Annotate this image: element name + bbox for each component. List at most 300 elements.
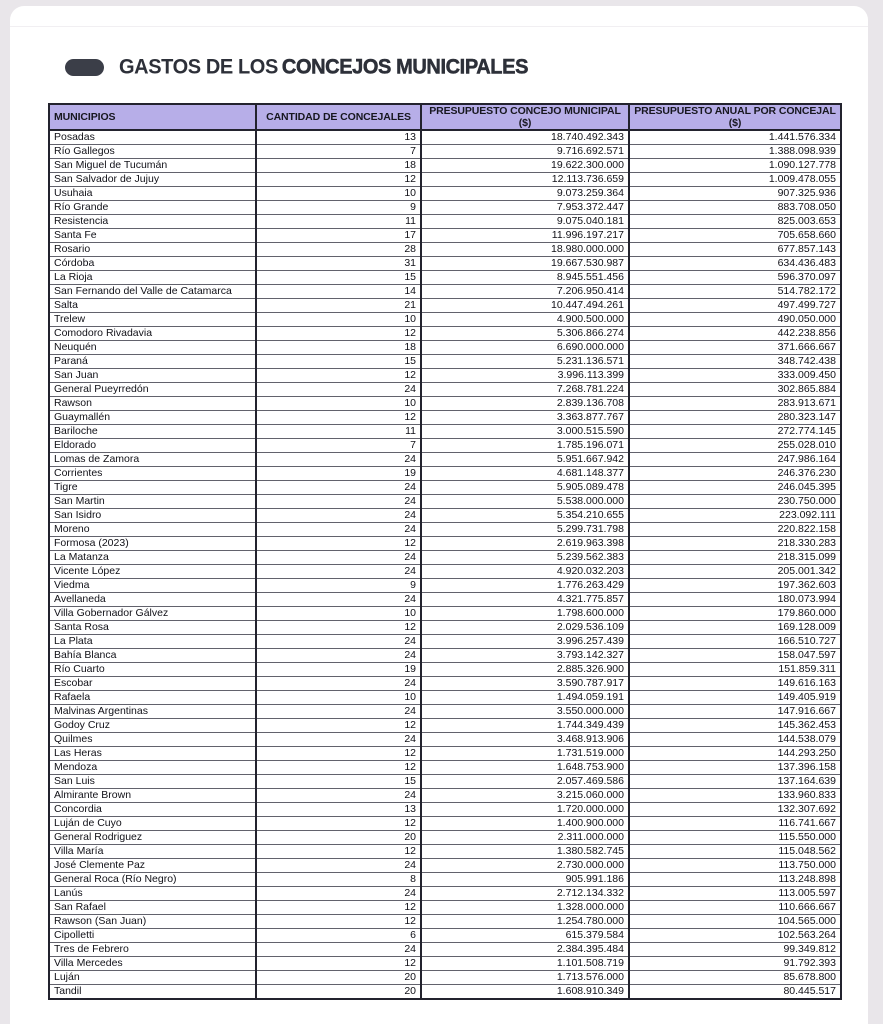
por-concejal-cell: 144.538.079 [629,733,841,747]
presupuesto-cell: 4.321.775.857 [421,593,629,607]
municipio-cell: San Isidro [49,509,256,523]
por-concejal-cell: 133.960.833 [629,789,841,803]
table-row [49,579,841,593]
table-row [49,341,841,355]
concejales-cell: 12 [256,621,421,635]
concejales-cell: 12 [256,369,421,383]
concejales-cell: 24 [256,789,421,803]
por-concejal-cell: 169.128.009 [629,621,841,635]
por-concejal-cell: 1.009.478.055 [629,173,841,187]
presupuesto-cell: 1.254.780.000 [421,915,629,929]
municipio-cell: San Luis [49,775,256,789]
page-title [119,55,528,80]
por-concejal-cell: 166.510.727 [629,635,841,649]
table-row [49,481,841,495]
presupuesto-cell: 1.648.753.900 [421,761,629,775]
concejales-cell: 12 [256,845,421,859]
concejales-cell: 12 [256,537,421,551]
presupuesto-cell: 1.608.910.349 [421,985,629,1000]
por-concejal-cell: 110.666.667 [629,901,841,915]
table-row [49,439,841,453]
por-concejal-cell: 246.376.230 [629,467,841,481]
por-concejal-cell: 113.005.597 [629,887,841,901]
por-concejal-cell: 145.362.453 [629,719,841,733]
table-row [49,971,841,985]
presupuesto-cell: 3.793.142.327 [421,649,629,663]
table-row [49,509,841,523]
presupuesto-cell: 3.215.060.000 [421,789,629,803]
concejales-cell: 14 [256,285,421,299]
por-concejal-cell: 348.742.438 [629,355,841,369]
por-concejal-cell: 158.047.597 [629,649,841,663]
concejales-cell: 18 [256,159,421,173]
presupuesto-cell: 9.716.692.571 [421,145,629,159]
table-row [49,649,841,663]
concejales-cell: 6 [256,929,421,943]
concejales-cell: 24 [256,453,421,467]
presupuesto-cell: 1.785.196.071 [421,439,629,453]
table-row [49,635,841,649]
municipio-cell: San Miguel de Tucumán [49,159,256,173]
por-concejal-cell: 596.370.097 [629,271,841,285]
por-concejal-cell: 1.388.098.939 [629,145,841,159]
presupuesto-cell: 19.667.530.987 [421,257,629,271]
presupuesto-cell: 1.776.263.429 [421,579,629,593]
municipio-cell: Posadas [49,130,256,145]
presupuesto-cell: 10.447.494.261 [421,299,629,313]
content-card [10,6,868,1024]
municipio-cell: Tandil [49,985,256,1000]
title-bullet-pill-icon [65,59,104,76]
presupuesto-cell: 7.953.372.447 [421,201,629,215]
municipio-cell: Malvinas Argentinas [49,705,256,719]
municipio-cell: Lanús [49,887,256,901]
table-row [49,495,841,509]
table-row [49,271,841,285]
column-header-cantidad-concejales: CANTIDAD DE CONCEJALES [256,104,421,130]
por-concejal-cell: 825.003.653 [629,215,841,229]
por-concejal-cell: 115.550.000 [629,831,841,845]
table-row [49,299,841,313]
concejales-cell: 31 [256,257,421,271]
table-row [49,243,841,257]
presupuesto-cell: 1.744.349.439 [421,719,629,733]
table-row [49,383,841,397]
table-row [49,369,841,383]
presupuesto-cell: 5.905.089.478 [421,481,629,495]
presupuesto-cell: 2.885.326.900 [421,663,629,677]
presupuesto-cell: 19.622.300.000 [421,159,629,173]
table-row [49,215,841,229]
municipio-cell: Salta [49,299,256,313]
presupuesto-cell: 8.945.551.456 [421,271,629,285]
municipio-cell: Villa Mercedes [49,957,256,971]
por-concejal-cell: 132.307.692 [629,803,841,817]
concejales-cell: 12 [256,957,421,971]
municipio-cell: Concordia [49,803,256,817]
municipio-cell: Rawson (San Juan) [49,915,256,929]
presupuesto-cell: 7.206.950.414 [421,285,629,299]
por-concejal-cell: 218.315.099 [629,551,841,565]
municipio-cell: Río Gallegos [49,145,256,159]
municipio-cell: Villa Gobernador Gálvez [49,607,256,621]
municipio-cell: La Rioja [49,271,256,285]
por-concejal-cell: 149.616.163 [629,677,841,691]
por-concejal-cell: 223.092.111 [629,509,841,523]
table-row [49,130,841,145]
por-concejal-cell: 283.913.671 [629,397,841,411]
concejales-cell: 12 [256,761,421,775]
municipio-cell: Usuhaia [49,187,256,201]
table-row [49,775,841,789]
concejales-cell: 20 [256,985,421,1000]
por-concejal-cell: 80.445.517 [629,985,841,1000]
table-row [49,285,841,299]
por-concejal-cell: 180.073.994 [629,593,841,607]
municipio-cell: La Matanza [49,551,256,565]
por-concejal-cell: 151.859.311 [629,663,841,677]
table-row [49,663,841,677]
municipio-cell: Neuquén [49,341,256,355]
table-row [49,411,841,425]
concejales-cell: 24 [256,887,421,901]
presupuesto-cell: 3.996.257.439 [421,635,629,649]
presupuesto-cell: 18.740.492.343 [421,130,629,145]
municipio-cell: Corrientes [49,467,256,481]
municipio-cell: Eldorado [49,439,256,453]
concejales-cell: 24 [256,649,421,663]
table-row [49,887,841,901]
municipio-cell: Villa María [49,845,256,859]
concejales-cell: 13 [256,803,421,817]
concejales-cell: 7 [256,145,421,159]
municipio-cell: Bariloche [49,425,256,439]
column-header-presupuesto-concejo: PRESUPUESTO CONCEJO MUNICIPAL ($) [421,104,629,130]
municipio-cell: Rawson [49,397,256,411]
table-row [49,705,841,719]
presupuesto-cell: 12.113.736.659 [421,173,629,187]
municipio-cell: Santa Fe [49,229,256,243]
municipio-cell: General Roca (Río Negro) [49,873,256,887]
municipio-cell: Luján de Cuyo [49,817,256,831]
concejales-cell: 24 [256,593,421,607]
presupuesto-cell: 4.681.148.377 [421,467,629,481]
presupuesto-cell: 1.713.576.000 [421,971,629,985]
concejales-cell: 9 [256,201,421,215]
municipio-cell: General Rodriguez [49,831,256,845]
concejales-cell: 24 [256,943,421,957]
presupuesto-cell: 11.996.197.217 [421,229,629,243]
municipio-cell: Moreno [49,523,256,537]
table-row [49,425,841,439]
por-concejal-cell: 137.396.158 [629,761,841,775]
municipio-cell: General Pueyrredón [49,383,256,397]
table-row [49,621,841,635]
concejales-cell: 28 [256,243,421,257]
municipio-cell: Lomas de Zamora [49,453,256,467]
concejales-cell: 13 [256,130,421,145]
por-concejal-cell: 104.565.000 [629,915,841,929]
presupuesto-cell: 18.980.000.000 [421,243,629,257]
municipio-cell: Guaymallén [49,411,256,425]
presupuesto-cell: 3.000.515.590 [421,425,629,439]
page-title-emphasis: CONCEJOS MUNICIPALES [281,55,529,79]
table-row [49,943,841,957]
por-concejal-cell: 113.248.898 [629,873,841,887]
table-row [49,691,841,705]
presupuesto-cell: 2.029.536.109 [421,621,629,635]
presupuesto-cell: 5.951.667.942 [421,453,629,467]
concejales-cell: 20 [256,831,421,845]
table-header-row [49,104,841,130]
por-concejal-cell: 514.782.172 [629,285,841,299]
presupuesto-cell: 615.379.584 [421,929,629,943]
table-row [49,523,841,537]
concejales-cell: 12 [256,327,421,341]
table-row [49,145,841,159]
presupuesto-cell: 2.311.000.000 [421,831,629,845]
table-row [49,201,841,215]
por-concejal-cell: 442.238.856 [629,327,841,341]
por-concejal-cell: 677.857.143 [629,243,841,257]
concejales-cell: 12 [256,747,421,761]
por-concejal-cell: 115.048.562 [629,845,841,859]
concejales-cell: 10 [256,313,421,327]
concejales-cell: 19 [256,663,421,677]
concejales-cell: 20 [256,971,421,985]
por-concejal-cell: 371.666.667 [629,341,841,355]
concejales-cell: 15 [256,775,421,789]
por-concejal-cell: 147.916.667 [629,705,841,719]
municipio-cell: Tres de Febrero [49,943,256,957]
municipio-cell: La Plata [49,635,256,649]
municipio-cell: Avellaneda [49,593,256,607]
presupuesto-cell: 1.798.600.000 [421,607,629,621]
presupuesto-cell: 2.730.000.000 [421,859,629,873]
table-row [49,173,841,187]
concejales-cell: 24 [256,383,421,397]
table-row [49,593,841,607]
municipio-cell: Córdoba [49,257,256,271]
por-concejal-cell: 218.330.283 [629,537,841,551]
municipio-cell: San Martin [49,495,256,509]
presupuesto-cell: 1.731.519.000 [421,747,629,761]
table-row [49,957,841,971]
por-concejal-cell: 102.563.264 [629,929,841,943]
presupuesto-cell: 5.239.562.383 [421,551,629,565]
por-concejal-cell: 91.792.393 [629,957,841,971]
municipio-cell: Río Grande [49,201,256,215]
concejales-cell: 7 [256,439,421,453]
por-concejal-cell: 230.750.000 [629,495,841,509]
municipio-cell: Las Heras [49,747,256,761]
concejales-cell: 24 [256,523,421,537]
municipio-cell: Rafaela [49,691,256,705]
concejales-cell: 10 [256,607,421,621]
table-row [49,355,841,369]
presupuesto-cell: 1.328.000.000 [421,901,629,915]
table-row [49,761,841,775]
gastos-concejos-table [48,103,842,1000]
concejales-cell: 15 [256,355,421,369]
table-row [49,929,841,943]
por-concejal-cell: 634.436.483 [629,257,841,271]
concejales-cell: 15 [256,271,421,285]
presupuesto-cell: 905.991.186 [421,873,629,887]
por-concejal-cell: 1.090.127.778 [629,159,841,173]
presupuesto-cell: 2.839.136.708 [421,397,629,411]
municipio-cell: José Clemente Paz [49,859,256,873]
municipio-cell: Godoy Cruz [49,719,256,733]
table-row [49,677,841,691]
concejales-cell: 12 [256,173,421,187]
table-row [49,467,841,481]
table-row [49,397,841,411]
municipio-cell: Quilmes [49,733,256,747]
por-concejal-cell: 144.293.250 [629,747,841,761]
municipio-cell: Resistencia [49,215,256,229]
presupuesto-cell: 5.306.866.274 [421,327,629,341]
presupuesto-cell: 9.073.259.364 [421,187,629,201]
municipio-cell: Cipolletti [49,929,256,943]
concejales-cell: 12 [256,901,421,915]
concejales-cell: 11 [256,425,421,439]
table-row [49,915,841,929]
por-concejal-cell: 197.362.603 [629,579,841,593]
table-row [49,859,841,873]
municipio-cell: Mendoza [49,761,256,775]
por-concejal-cell: 220.822.158 [629,523,841,537]
concejales-cell: 10 [256,691,421,705]
municipio-cell: Viedma [49,579,256,593]
table-row [49,873,841,887]
municipio-cell: San Juan [49,369,256,383]
municipio-cell: Rosario [49,243,256,257]
table-row [49,159,841,173]
municipio-cell: Luján [49,971,256,985]
presupuesto-cell: 3.550.000.000 [421,705,629,719]
presupuesto-cell: 1.720.000.000 [421,803,629,817]
municipio-cell: San Rafael [49,901,256,915]
presupuesto-cell: 1.494.059.191 [421,691,629,705]
table-row [49,313,841,327]
table-row [49,327,841,341]
presupuesto-cell: 3.996.113.399 [421,369,629,383]
concejales-cell: 8 [256,873,421,887]
por-concejal-cell: 255.028.010 [629,439,841,453]
table-row [49,789,841,803]
presupuesto-cell: 1.380.582.745 [421,845,629,859]
por-concejal-cell: 113.750.000 [629,859,841,873]
table-row [49,187,841,201]
page-title-prefix: GASTOS DE LOS [119,55,278,79]
concejales-cell: 12 [256,719,421,733]
por-concejal-cell: 116.741.667 [629,817,841,831]
table-row [49,565,841,579]
card-top-divider [10,26,868,27]
table-row [49,607,841,621]
municipio-cell: Santa Rosa [49,621,256,635]
por-concejal-cell: 1.441.576.334 [629,130,841,145]
concejales-cell: 12 [256,817,421,831]
column-header-municipios: MUNICIPIOS [49,104,256,130]
por-concejal-cell: 883.708.050 [629,201,841,215]
concejales-cell: 24 [256,565,421,579]
presupuesto-cell: 2.057.469.586 [421,775,629,789]
por-concejal-cell: 705.658.660 [629,229,841,243]
por-concejal-cell: 302.865.884 [629,383,841,397]
table-row [49,901,841,915]
table-row [49,817,841,831]
presupuesto-cell: 4.920.032.203 [421,565,629,579]
table-row [49,733,841,747]
concejales-cell: 10 [256,397,421,411]
column-header-presupuesto-por-concejal: PRESUPUESTO ANUAL POR CONCEJAL ($) [629,104,841,130]
municipio-cell: Río Cuarto [49,663,256,677]
concejales-cell: 24 [256,677,421,691]
municipio-cell: Tigre [49,481,256,495]
presupuesto-cell: 2.384.395.484 [421,943,629,957]
por-concejal-cell: 179.860.000 [629,607,841,621]
table-row [49,831,841,845]
table-row [49,453,841,467]
municipio-cell: Paraná [49,355,256,369]
presupuesto-cell: 5.231.136.571 [421,355,629,369]
municipio-cell: Trelew [49,313,256,327]
concejales-cell: 24 [256,733,421,747]
concejales-cell: 21 [256,299,421,313]
presupuesto-cell: 5.354.210.655 [421,509,629,523]
concejales-cell: 24 [256,481,421,495]
concejales-cell: 24 [256,495,421,509]
table-row [49,845,841,859]
por-concejal-cell: 272.774.145 [629,425,841,439]
concejales-cell: 18 [256,341,421,355]
concejales-cell: 24 [256,635,421,649]
concejales-cell: 12 [256,915,421,929]
concejales-cell: 19 [256,467,421,481]
concejales-cell: 24 [256,551,421,565]
municipio-cell: Comodoro Rivadavia [49,327,256,341]
presupuesto-cell: 2.712.134.332 [421,887,629,901]
por-concejal-cell: 85.678.800 [629,971,841,985]
municipio-cell: Almirante Brown [49,789,256,803]
presupuesto-cell: 1.400.900.000 [421,817,629,831]
presupuesto-cell: 4.900.500.000 [421,313,629,327]
table-row [49,719,841,733]
municipio-cell: Formosa (2023) [49,537,256,551]
por-concejal-cell: 149.405.919 [629,691,841,705]
table-row [49,257,841,271]
concejales-cell: 24 [256,509,421,523]
por-concejal-cell: 490.050.000 [629,313,841,327]
municipio-cell: Escobar [49,677,256,691]
presupuesto-cell: 3.468.913.906 [421,733,629,747]
table-row [49,551,841,565]
por-concejal-cell: 246.045.395 [629,481,841,495]
concejales-cell: 24 [256,705,421,719]
table-row [49,229,841,243]
presupuesto-cell: 3.590.787.917 [421,677,629,691]
municipio-cell: San Salvador de Jujuy [49,173,256,187]
presupuesto-cell: 1.101.508.719 [421,957,629,971]
municipio-cell: Bahía Blanca [49,649,256,663]
por-concejal-cell: 99.349.812 [629,943,841,957]
presupuesto-cell: 6.690.000.000 [421,341,629,355]
table-row [49,803,841,817]
table-row [49,537,841,551]
concejales-cell: 11 [256,215,421,229]
